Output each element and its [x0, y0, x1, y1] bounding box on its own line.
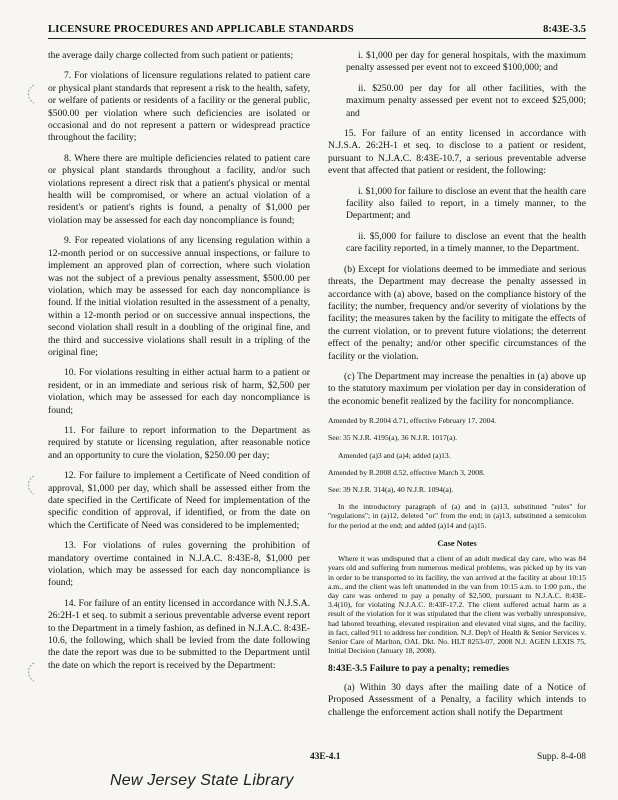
- header-title: LICENSURE PROCEDURES AND APPLICABLE STANDARDS: [48, 24, 354, 35]
- punch-hole-icon: [20, 660, 40, 684]
- subitem-15-i: i. $1,000 for failure to disclose an event that the health care facility also failed to report, in a timely manner, to the Department; and: [346, 185, 586, 222]
- amendment-line: See: 35 N.J.R. 4195(a), 36 N.J.R. 1017(a).: [328, 433, 458, 443]
- section-heading: 8:43E-3.5 Failure to pay a penalty; remedies: [328, 663, 510, 675]
- case-notes-body: Where it was undisputed that a client of an adult medical day care, who was 84 years old and suffering from numerous medical problems, was picked up by its van in order to be transported to its facility, the van arrived at the facility at about 10:15 a.m., and the client was left unattended in the van from 10:15 a.m. to 1:00 p.m., the day care was ordered to pay a penalty of $2,500, pursuant to N.J.A.C. 8:43E-3.4(10), for violating N.J.A.C. 8:43F-17.2. The client suffered actual harm as a result of the violation for it was stipulated that the client was verbally unresponsive, had labored breathing, elevated respiration and elevated vital signs, and the facility, in fact, called 911 to address her condition. N.J. Dep't of Health & Senior Services v. Senior Care of Marlton, OAL Dkt. No. HLT 8253-07, 2008 N.J. AGEN LEXIS 75, Initial Decision (January 18, 2008).: [328, 554, 586, 656]
- punch-hole-icon: [20, 82, 40, 106]
- case-notes-title: Case Notes: [437, 538, 477, 548]
- paragraph-item-9: 9. For repeated violations of any licensing regulation within a 12-month period or on successive annual inspections, or failure to implement an approved plan of correction, where such violation was not the subject of a previous penalty assessment, $500.00 per violation, which may be assessed for each day noncompliance is found. If the initial violation resulted in the assessment of a penalty, within a 12-month period or on successive annual inspections, the second violation shall result in a doubling of the original fine, and the third and successive violations shall result in a tripling of the original fine;: [48, 235, 310, 358]
- running-header: [48, 22, 586, 39]
- paragraph-item-10: 10. For violations resulting in either actual harm to a patient or resident, or in an immediate and serious risk of harm, $2,500 per violation, which may be assessed for each day noncompliance is found;: [48, 367, 310, 416]
- paragraph-item-15: 15. For failure of an entity licensed in accordance with N.J.S.A. 26:2H-1 et seq. to disclose to a patient or resident, pursuant to N.J.A.C. 8:43E-10.7, a serious preventable adverse event that affected that patient or resident, the following:: [328, 128, 586, 177]
- subitem-14-ii: ii. $250.00 per day for all other facilities, with the maximum penalty assessed per event not to exceed $25,000; and: [346, 82, 586, 119]
- section-paragraph-a: (a) Within 30 days after the mailing date of a Notice of Proposed Assessment of a Penalty, a facility which intends to challenge the enforcement action shall notify the Department: [328, 681, 586, 718]
- paragraph-item-14: 14. For failure of an entity licensed in accordance with N.J.S.A. 26:2H-1 et seq. to submit a serious preventable adverse event report to the Department in a timely fashion, as defined in N.J.A.C. 8:43E-10.6, the following, which shall be levied from the date following the date the report was due to be submitted to the Department until the date on which the report is received by the Department:: [48, 597, 310, 671]
- paragraph-item-11: 11. For failure to report information to the Department as required by statute or licensing regulation, after reasonable notice and an opportunity to cure the violation, $250.00 per day;: [48, 424, 310, 461]
- paragraph-c: (c) The Department may increase the penalties in (a) above up to the statutory maximum per violation per day in consideration of the economic benefit realized by the facility for noncompliance.: [328, 370, 586, 407]
- amendment-line: Amended (a)3 and (a)4; added (a)13.: [338, 450, 451, 460]
- subitem-14-i: i. $1,000 per day for general hospitals, with the maximum penalty assessed per event not to exceed $100,000; and: [346, 50, 586, 74]
- paragraph-b: (b) Except for violations deemed to be immediate and serious threats, the Department may decrease the penalty assessed in accordance with (a) above, based on the compliance history of the facility; the number, frequency and/or severity of violations by the facility; the measures taken by the facility to mitigate the effects of the current violation, or to prevent future violations; the deterrent effect of the penalty; and/or other specific circumstances of the facility or the violation.: [328, 263, 586, 362]
- punch-hole-icon: [20, 473, 40, 497]
- left-column: [48, 50, 310, 680]
- library-watermark: New Jersey State Library: [110, 772, 294, 789]
- amendment-line: Amended by R.2004 d.71, effective February 17, 2004.: [328, 416, 497, 426]
- page-number: 43E-4.1: [310, 752, 341, 762]
- paragraph-continuation: the average daily charge collected from such patient or patients;: [48, 50, 294, 61]
- supplement-date: Supp. 8-4-08: [537, 752, 586, 762]
- right-column: [328, 50, 586, 727]
- amendment-history: [328, 416, 586, 530]
- header-section-number: 8:43E-3.5: [543, 24, 586, 35]
- amendment-line: Amended by R.2008 d.52, effective March 3, 2008.: [328, 467, 485, 477]
- amendment-line: See: 39 N.J.R. 314(a), 40 N.J.R. 1094(a).: [328, 484, 454, 494]
- paragraph-item-12: 12. For failure to implement a Certificate of Need condition of approval, $1,000 per day, which shall be assessed either from the date specified in the Certificate of Need for implementation of the specific condition of approval, if identified, or from the date on which the Certificate of Need was considered to be implemented;: [48, 470, 310, 531]
- paragraph-item-8: 8. Where there are multiple deficiencies related to patient care or physical plant standards throughout a facility, and/or such violations represent a direct risk that a patient's physical or mental health will be compromised, or where an actual violation of a resident's or patient's rights is found, a penalty of $1,000 per violation may be assessed for each day noncompliance is found;: [48, 152, 310, 226]
- amendment-line: In the introductory paragraph of (a) and in (a)13, substituted "rules" for "regulations"; in (a)12, deleted "or" from the end; in (a)13, substituted a semicolon for the period at the end; and added (a)14 and (a)15.: [328, 502, 586, 530]
- paragraph-item-13: 13. For violations of rules governing the prohibition of mandatory overtime contained in N.J.A.C. 8:43E-8, $1,000 per violation, which may be assessed for each day noncompliance is found;: [48, 540, 310, 589]
- paragraph-item-7: 7. For violations of licensure regulations related to patient care or physical plant standards that represent a risk to the health, safety, or welfare of patients or residents of a facility or the general public, $500.00 per violation where such deficiencies are isolated or occasional and do not represent a pattern or widespread practice throughout the facility;: [48, 70, 310, 144]
- subitem-15-ii: ii. $5,000 for failure to disclose an event that the health care facility reported, in a timely manner, to the Department.: [346, 230, 586, 255]
